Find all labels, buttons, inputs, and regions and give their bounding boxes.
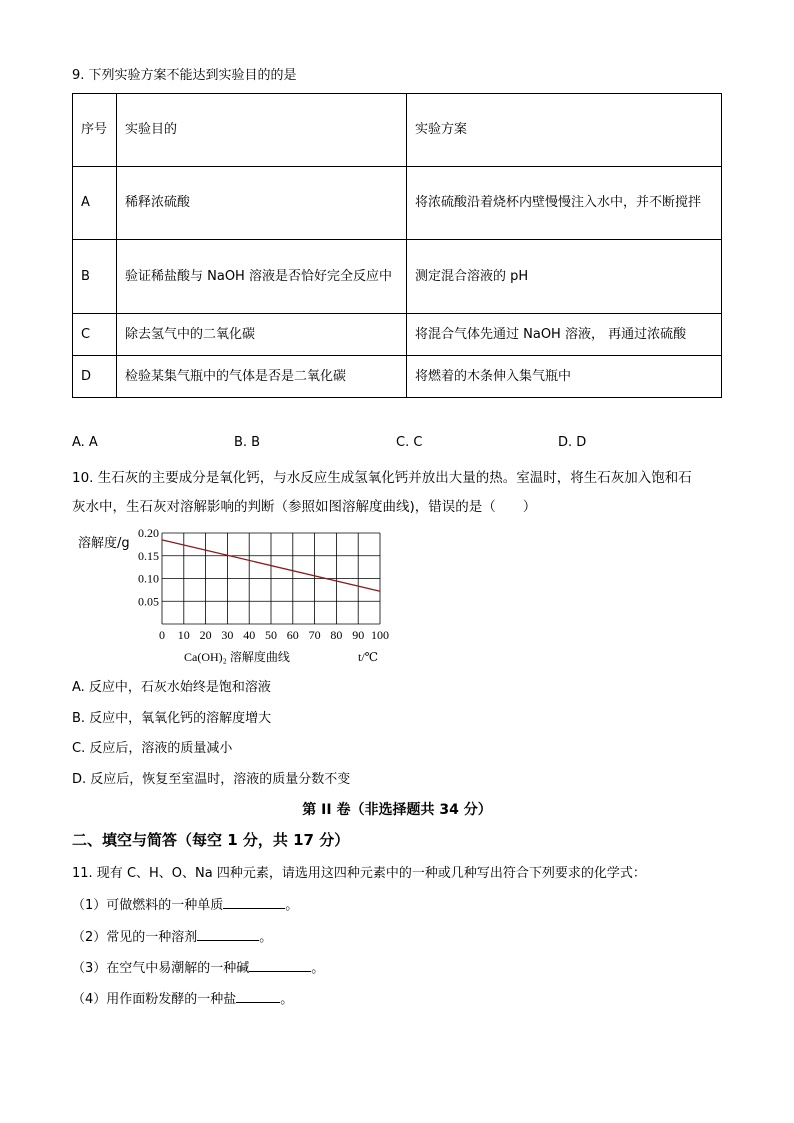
row-no: D [73, 356, 117, 398]
choice-d[interactable]: D. D [558, 435, 587, 450]
x-tick-label: 90 [352, 628, 365, 642]
section-title: 第 II 卷（非选择题共 34 分） [302, 802, 492, 818]
q11-item-prefix: （4）用作面粉发酵的一种盐 [72, 992, 237, 1007]
header-no: 序号 [73, 94, 117, 167]
answer-blank[interactable] [236, 988, 280, 1003]
q11-item-3 [72, 957, 324, 976]
row-no: A [73, 167, 117, 240]
q10-option-d[interactable]: D. 反应后，恢复至室温时，溶液的质量分数不变 [72, 772, 351, 787]
q11-item-1 [72, 894, 298, 913]
row-goal: 除去氢气中的二氧化碳 [117, 314, 407, 356]
row-goal: 验证稀盐酸与 NaOH 溶液是否恰好完全反应中 [117, 240, 407, 314]
q11-item-prefix: （1）可做燃料的一种单质 [72, 898, 224, 913]
q11-item-4 [72, 988, 293, 1007]
y-tick-label: 0.05 [138, 594, 159, 609]
x-tick-label: 50 [265, 628, 277, 642]
answer-blank[interactable] [249, 957, 311, 972]
chart-ylabel: 溶解度/g [78, 536, 130, 551]
q11-item-suffix: 。 [259, 930, 273, 945]
answer-blank[interactable] [197, 926, 259, 941]
header-goal: 实验目的 [117, 94, 407, 167]
x-tick-label: 80 [330, 628, 343, 642]
q10-stem-line2: 灰水中，生石灰对溶解影响的判断（参照如图溶解度曲线)，错误的是（ ） [72, 499, 537, 515]
q11-item-suffix: 。 [285, 898, 299, 913]
row-goal: 稀释浓硫酸 [117, 167, 407, 240]
x-tick-label: 40 [243, 628, 256, 642]
q10-option-c[interactable]: C. 反应后，溶液的质量减小 [72, 741, 233, 756]
x-tick-label: 70 [308, 628, 321, 642]
q11-item-prefix: （2）常见的一种溶剂 [72, 930, 198, 945]
row-plan: 将燃着的木条伸入集气瓶中 [407, 356, 722, 398]
q11-item-suffix: 。 [280, 992, 294, 1007]
row-goal: 检验某集气瓶中的气体是否是二氧化碳 [117, 356, 407, 398]
q11-item-2 [72, 926, 272, 945]
chart-xlabel: t/℃ [358, 650, 379, 664]
q11-stem: 11. 现有 C、H、O、Na 四种元素，请选用这四种元素中的一种或几种写出符合下列要求的化学式： [72, 866, 646, 881]
section-heading: 二、填空与简答（每空 1 分，共 17 分） [72, 831, 350, 849]
x-tick-label: 60 [286, 628, 299, 642]
y-tick-label: 0.20 [138, 526, 159, 540]
row-no: C [73, 314, 117, 356]
q10-option-a[interactable]: A. 反应中，石灰水始终是饱和溶液 [72, 680, 271, 695]
row-plan: 测定混合溶液的 pH [407, 240, 722, 314]
x-tick-label: 100 [371, 628, 389, 642]
q9-stem: 9. 下列实验方案不能达到实验目的的是 [72, 68, 297, 83]
row-plan: 将混合气体先通过 NaOH 溶液， 再通过浓硫酸 [407, 314, 722, 356]
y-tick-label: 0.10 [138, 571, 159, 586]
header-plan: 实验方案 [407, 94, 722, 167]
q11-item-prefix: （3）在空气中易潮解的一种碱 [72, 961, 250, 976]
x-tick-label: 0 [159, 628, 165, 642]
q10-stem-line1: 10. 生石灰的主要成分是氧化钙，与水反应生成氢氧化钙并放出大量的热。室温时，将生石灰加入饱和石 [72, 470, 692, 486]
choice-c[interactable]: C. C [396, 435, 423, 450]
choice-a[interactable]: A. A [72, 435, 98, 450]
x-tick-label: 10 [177, 628, 190, 642]
q10-option-b[interactable]: B. 反应中，氧氧化钙的溶解度增大 [72, 711, 272, 726]
q11-item-suffix: 。 [311, 961, 325, 976]
answer-blank[interactable] [223, 894, 285, 909]
row-plan: 将浓硫酸沿着烧杯内壁慢慢注入水中，并不断搅拌 [407, 167, 722, 240]
choice-b[interactable]: B. B [234, 435, 261, 450]
x-tick-label: 20 [199, 628, 212, 642]
x-tick-label: 30 [221, 628, 234, 642]
chart-title: Ca(OH)₂ 溶解度曲线 [184, 650, 290, 664]
row-no: B [73, 240, 117, 314]
y-tick-label: 0.15 [138, 548, 159, 563]
